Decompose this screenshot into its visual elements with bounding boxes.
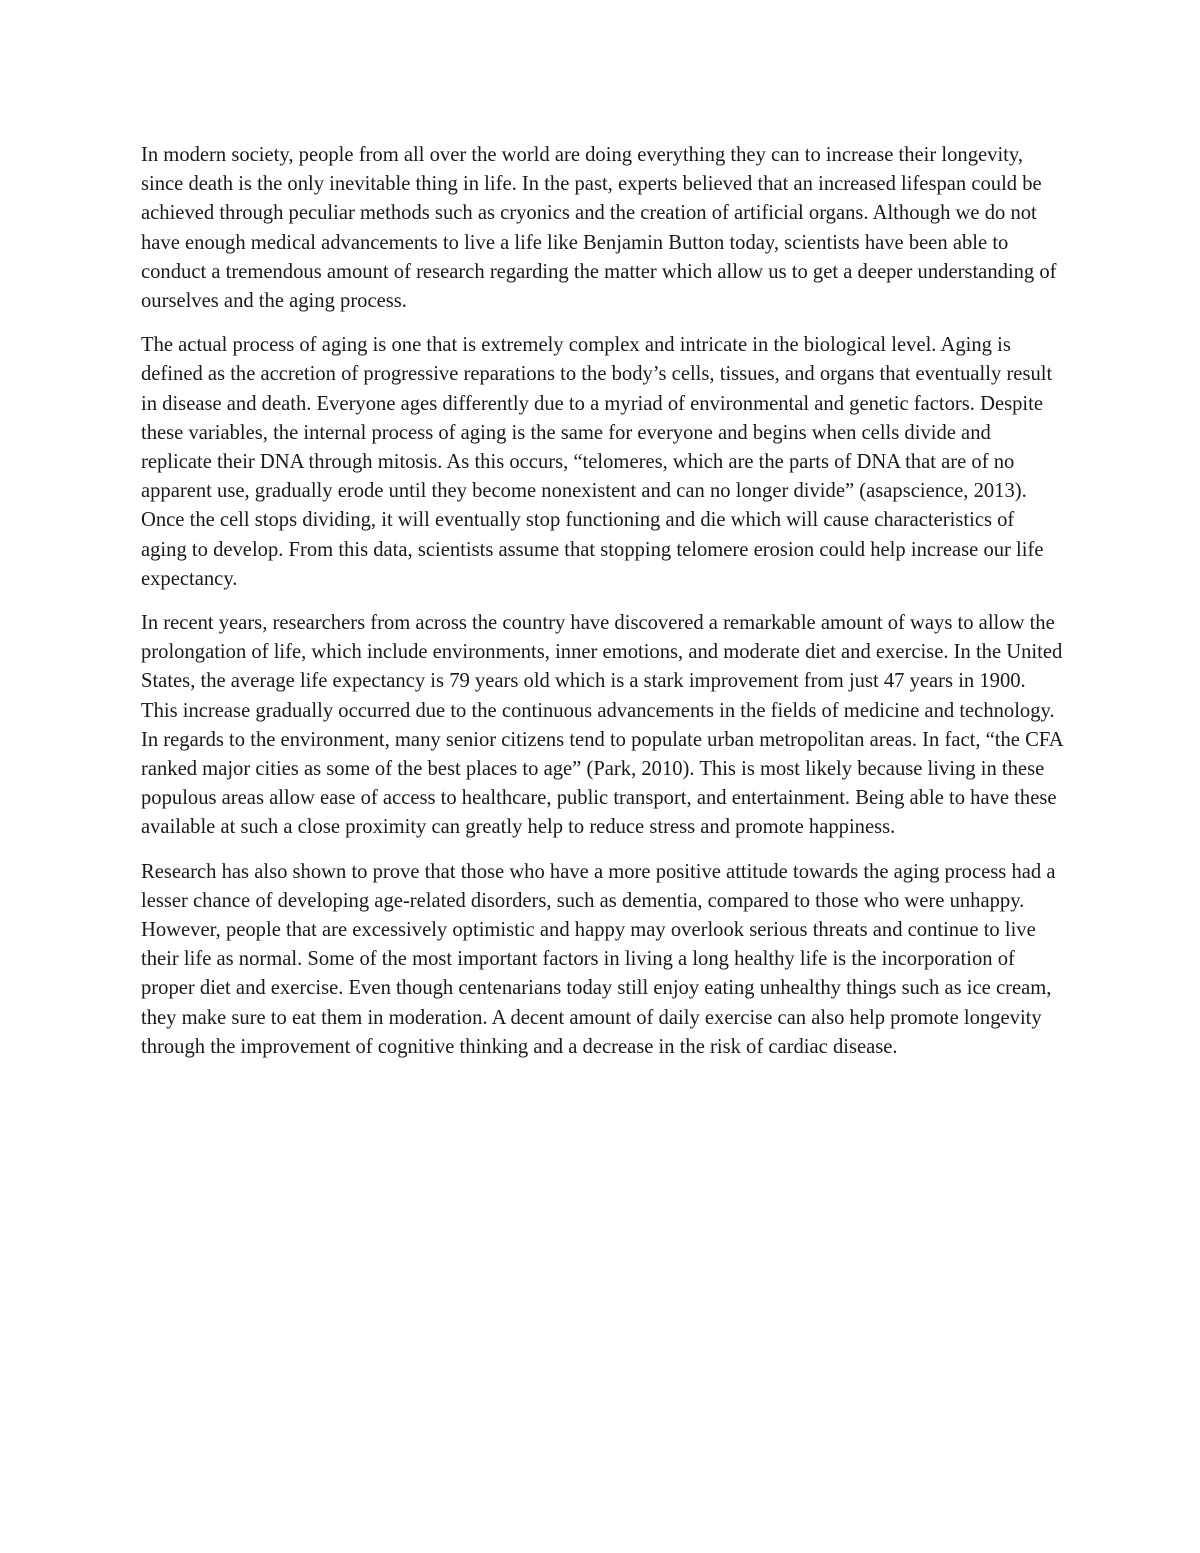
paragraph-intro: In modern society, people from all over the world are doing everything they can to increase their longevity, since death is the only inevitable thing in life. In the past, experts believed that an increased lifespan could be achieved through peculiar methods such as cryonics and the creation of artificial organs. Although we do not have enough medical advancements to live a life like Benjamin Button today, scientists have been able to conduct a tremendous amount of research regarding the matter which allow us to get a deeper understanding of ourselves and the aging process.: [141, 144, 1057, 313]
paragraph-life-prolongation: In recent years, researchers from across the country have discovered a remarkable amount of ways to allow the prolongation of life, which include environments, inner emotions, and moderate diet and exercise. In the United States, the average life expectancy is 79 years old which is a stark improvement from just 47 years in 1900. This increase gradually occurred due to the continuous advancements in the fields of medicine and technology. In regards to the environment, many senior citizens tend to populate urban metropolitan areas. In fact, “the CFA ranked major cities as some of the best places to age” (Park, 2010). This is most likely because living in these populous areas allow ease of access to healthcare, public transport, and entertainment. Being able to have these available at such a close proximity can greatly help to reduce stress and promote happiness.: [141, 612, 1063, 839]
paragraph-attitude-diet-exercise: Research has also shown to prove that those who have a more positive attitude towards the aging process had a lesser chance of developing age-related disorders, such as dementia, compared to those who were unhappy. However, people that are excessively optimistic and happy may overlook serious threats and continue to live their life as normal. Some of the most important factors in living a long healthy life is the incorporation of proper diet and exercise. Even though centenarians today still enjoy eating unhealthy things such as ice cream, they make sure to eat them in moderation. A decent amount of daily exercise can also help promote longevity through the improvement of cognitive thinking and a decrease in the risk of cardiac disease.: [141, 860, 1056, 1058]
paragraph-aging-process: The actual process of aging is one that is extremely complex and intricate in the biological level. Aging is defined as the accretion of progressive reparations to the body’s cells, tissues, and organs that eventually result in disease and death. Everyone ages differently due to a myriad of environmental and genetic factors. Despite these variables, the internal process of aging is the same for everyone and begins when cells divide and replicate their DNA through mitosis. As this occurs, “telomeres, which are the parts of DNA that are of no apparent use, gradually erode until they become nonexistent and can no longer divide” (asapscience, 2013). Once the cell stops dividing, it will eventually stop functioning and die which will cause characteristics of aging to develop. From this data, scientists assume that stopping telomere erosion could help increase our life expectancy.: [141, 334, 1053, 590]
document-body: [141, 141, 1065, 1077]
